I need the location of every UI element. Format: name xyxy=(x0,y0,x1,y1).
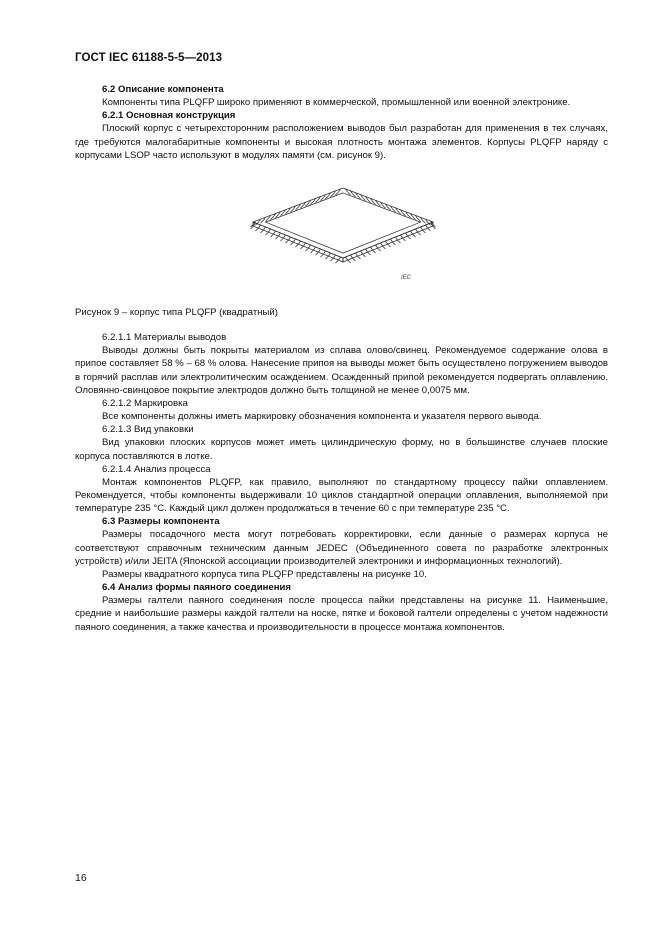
package-line xyxy=(346,257,348,260)
section-6-3-text-1: Размеры посадочного места могут потребовать корректировки, если данные о размерах корпуса не соответствуют справочным техническим данным JEDEC (Объединенного совета по разработке электронных устройств) и/или JEITA (Японской ассоциации производителей электроники и информационных технологий). xyxy=(75,529,608,567)
package-line xyxy=(314,247,316,250)
package-line xyxy=(376,245,378,248)
package-line xyxy=(361,251,363,254)
document-body xyxy=(75,83,608,634)
package-line xyxy=(401,235,403,238)
package-line xyxy=(403,238,406,241)
package-line xyxy=(256,228,259,231)
package-line xyxy=(416,229,418,232)
package-line xyxy=(358,256,361,259)
package-line xyxy=(326,256,329,259)
package-line xyxy=(301,246,304,249)
package-line xyxy=(373,250,376,253)
section-6-3-text-2: Размеры квадратного корпуса типа PLQFP представлены на рисунке 10. xyxy=(102,568,427,580)
package-line xyxy=(423,230,426,233)
package-line xyxy=(391,239,393,242)
section-6-4-title: 6.4 Анализ формы паяного соединения xyxy=(102,582,292,594)
package-line xyxy=(306,248,309,251)
section-6-2-1-4-title: 6.2.1.4 Анализ процесса xyxy=(102,463,211,475)
page-number: 16 xyxy=(75,872,87,884)
package-line xyxy=(264,227,266,230)
package-line xyxy=(331,258,334,261)
package-line xyxy=(336,260,339,263)
package-line xyxy=(309,245,311,248)
package-line xyxy=(334,255,336,258)
package-line xyxy=(329,253,331,256)
package-line xyxy=(371,247,373,250)
package-line xyxy=(378,248,381,251)
package-line xyxy=(269,229,271,232)
section-6-2-text: Компоненты типа PLQFP широко применяют в коммерческой, промышленной или военной электронике. xyxy=(102,97,571,109)
package-line xyxy=(366,249,368,252)
package-line xyxy=(304,243,306,246)
figure-9-caption: Рисунок 9 – корпус типа PLQFP (квадратный) xyxy=(75,306,278,318)
package-line xyxy=(383,246,386,249)
package-outline xyxy=(266,193,421,253)
package-line xyxy=(276,236,279,239)
package-line xyxy=(279,233,281,236)
iec-mark: IEC xyxy=(401,274,412,281)
section-6-2-1-text: Плоский корпус с четырехсторонним расположением выводов был разработан для применения в тех случаях, где требуются малогабаритные компоненты и высокая плотность монтажа элементов. Корпусы PLQFP наряду с корпусами LSOP часто используют в модулях памяти (см. рисунок 9). xyxy=(75,123,608,161)
package-line xyxy=(296,244,299,247)
package-line xyxy=(321,254,324,257)
package-line xyxy=(408,236,411,239)
package-line xyxy=(421,227,423,230)
package-line xyxy=(261,220,264,223)
package-line xyxy=(339,257,341,260)
package-line xyxy=(356,253,358,256)
package-line xyxy=(271,234,274,237)
package-line xyxy=(396,237,398,240)
section-6-2-title: 6.2 Описание компонента xyxy=(102,84,224,95)
package-line xyxy=(386,241,388,244)
package-line xyxy=(316,252,319,255)
section-6-2-1-3-text: Вид упаковки плоских корпусов может иметь цилиндрическую форму, но в большинстве случаев плоские корпуса поставляются в лотке. xyxy=(75,437,608,462)
package-line xyxy=(294,239,296,242)
package-outline xyxy=(253,188,433,258)
section-6-2-1-1-title: 6.2.1.1 Материалы выводов xyxy=(102,332,227,344)
package-line xyxy=(348,260,351,263)
package-line xyxy=(286,240,289,243)
package-line xyxy=(381,243,383,246)
package-line xyxy=(311,250,314,253)
package-line xyxy=(274,231,276,234)
section-6-2-1-title: 6.2.1 Основная конструкция xyxy=(102,110,236,122)
package-line xyxy=(261,230,264,233)
package-line xyxy=(398,240,401,243)
section-6-3-title: 6.3 Размеры компонента xyxy=(102,516,220,528)
section-6-2-1-4-text: Монтаж компонентов PLQFP, как правило, выполняют по стандартному процессу пайки оплавлением. Рекомендуется, чтобы компоненты выдерживали 10 циклов стандартной операции оплавления, выполняемой при температуре 235 °С. Каждый цикл должен продолжаться в течение 60 с при температуре 235 °С. xyxy=(75,476,608,515)
package-line xyxy=(363,254,366,257)
package-outline xyxy=(343,222,433,262)
package-outline xyxy=(253,222,343,262)
package-line xyxy=(426,225,428,228)
package-line xyxy=(281,238,284,241)
section-6-2-1-3-title: 6.2.1.3 Вид упаковки xyxy=(102,424,194,436)
package-line xyxy=(428,228,431,231)
package-line xyxy=(289,237,291,240)
package-line xyxy=(413,234,416,237)
package-line xyxy=(388,244,391,247)
document-header: ГОСТ IEC 61188-5-5—2013 xyxy=(75,52,223,64)
package-line xyxy=(284,235,286,238)
package-line xyxy=(423,220,426,223)
package-line xyxy=(266,232,269,235)
package-line xyxy=(406,233,408,236)
package-line xyxy=(368,252,371,255)
package-line xyxy=(393,242,396,245)
package-line xyxy=(299,241,301,244)
package-line xyxy=(291,242,294,245)
section-6-2-1-1-text: Выводы должны быть покрыты материалом из сплава олово/свинец. Рекомендуемое содержание олова в припое составляет 58 % – 68 % олова. Нанесение припоя на выводы может быть осуществлено погружением выводов в горячий расплав или электролитическим осаждением. Осажденный припой рекомендуется подвергать оплавлению. Оловянно-свинцовое покрытие электродов должно быть толщиной не менее 0,0075 мм. xyxy=(75,345,608,396)
section-6-2-1-2-title: 6.2.1.2 Маркировка xyxy=(102,397,188,409)
package-line xyxy=(259,225,261,228)
package-line xyxy=(353,258,356,261)
package-line xyxy=(319,249,321,252)
package-line xyxy=(324,251,326,254)
plqfp-package-drawing xyxy=(233,180,453,290)
figure-9 xyxy=(75,180,608,298)
package-line xyxy=(351,255,353,258)
package-line xyxy=(418,232,421,235)
package-line xyxy=(411,231,413,234)
section-6-4-text: Размеры галтели паяного соединения после процесса пайки представлены на рисунке 11. Наименьшие, средние и наибольшие размеры каждой галтели на носке, пятке и боковой галтели определены с учетом надежности паяного соединения, а также качества и производительности в процессе монтажа компонентов. xyxy=(75,595,608,633)
section-6-2-1-2-text: Все компоненты должны иметь маркировку обозначения компонента и указателя первого вывода. xyxy=(102,411,542,423)
